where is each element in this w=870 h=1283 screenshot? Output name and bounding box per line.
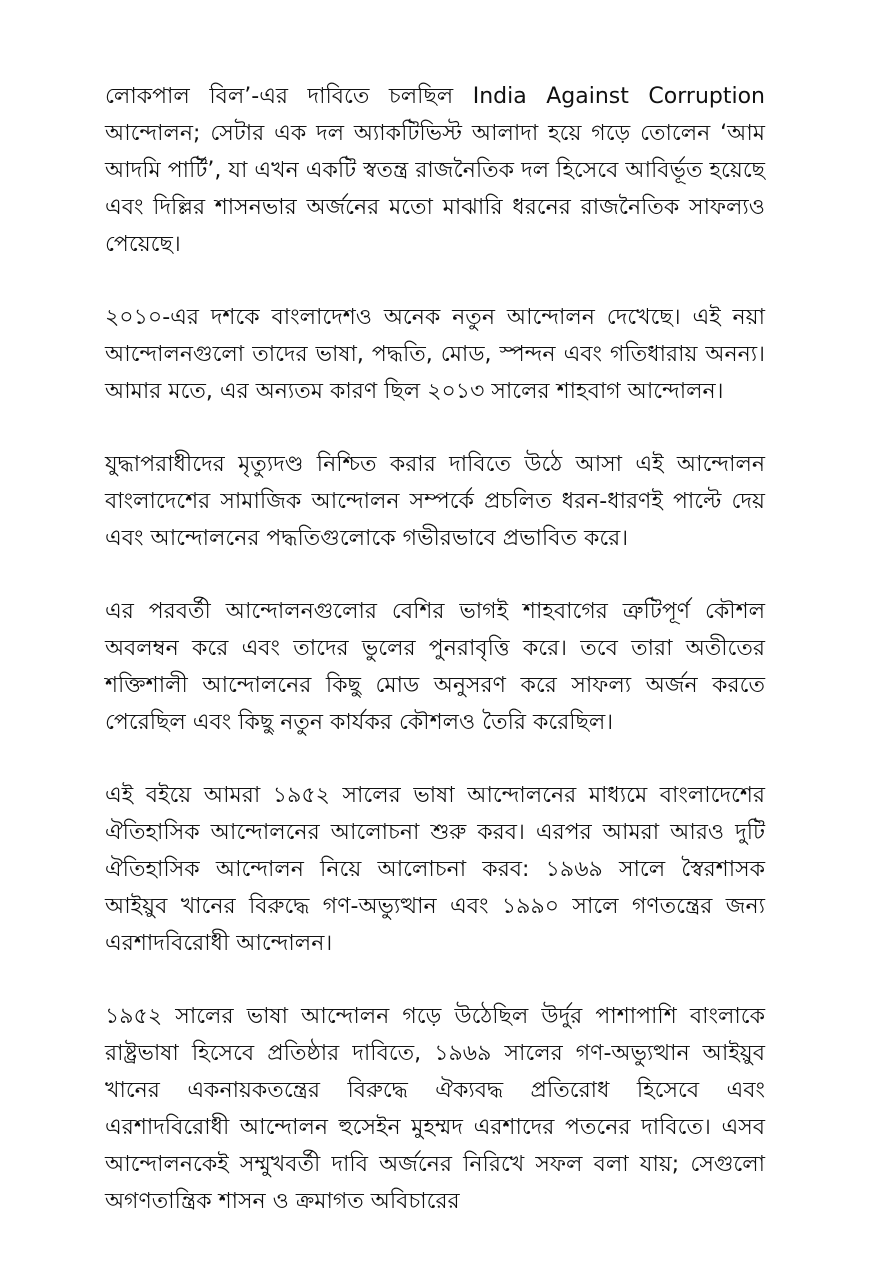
- paragraph-6: ১৯৫২ সালের ভাষা আন্দোলন গড়ে উঠেছিল উর্দুর পাশাপাশি বাংলাকে রাষ্ট্রভাষা হিসেবে প্রতিষ্ঠার দাবিতে, ১৯৬৯ সালের গণ-অভ্যুত্থান আইয়ুব খানের একনায়কতন্ত্রের বিরুদ্ধে ঐক্যবদ্ধ প্রতিরোধ হিসেবে এবং এরশাদবিরোধী আন্দোলন হুসেইন মুহম্মদ এরশাদের পতনের দাবিতে। এসব আন্দোলনকেই সম্মুখবর্তী দাবি অর্জনের নিরিখে সফল বলা যায়; সেগুলো অগণতান্ত্রিক শাসন ও ক্রমাগত অবিচারের: [105, 1004, 765, 1214]
- paragraph-4: এর পরবর্তী আন্দোলনগুলোর বেশির ভাগই শাহবাগের ত্রুটিপূর্ণ কৌশল অবলম্বন করে এবং তাদের ভুলের পুনরাবৃত্তি করে। তবে তারা অতীতের শক্তিশালী আন্দোলনের কিছু মোড অনুসরণ করে সাফল্য অর্জন করতে পেরেছিল এবং কিছু নতুন কার্যকর কৌশলও তৈরি করেছিল।: [105, 599, 765, 735]
- paragraph-5: এই বইয়ে আমরা ১৯৫২ সালের ভাষা আন্দোলনের মাধ্যমে বাংলাদেশের ঐতিহাসিক আন্দোলনের আলোচনা শুরু করব। এরপর আমরা আরও দুটি ঐতিহাসিক আন্দোলন নিয়ে আলোচনা করব: ১৯৬৯ সালে স্বৈরশাসক আইয়ুব খানের বিরুদ্ধে গণ-অভ্যুত্থান এবং ১৯৯০ সালে গণতন্ত্রের জন্য এরশাদবিরোধী আন্দোলন।: [105, 783, 765, 956]
- paragraph-1: লোকপাল বিল’-এর দাবিতে চলছিল India Against Corruption আন্দোলন; সেটার এক দল অ্যাকটিভিস্ট আলাদা হয়ে গড়ে তোলেন ‘আম আদমি পার্টি’, যা এখন একটি স্বতন্ত্র রাজনৈতিক দল হিসেবে আবির্ভূত হয়েছে এবং দিল্লির শাসনভার অর্জনের মতো মাঝারি ধরনের রাজনৈতিক সাফল্যও পেয়েছে।: [105, 84, 765, 257]
- paragraph-2: ২০১০-এর দশকে বাংলাদেশও অনেক নতুন আন্দোলন দেখেছে। এই নয়া আন্দোলনগুলো তাদের ভাষা, পদ্ধতি, মোড, স্পন্দন এবং গতিধারায় অনন্য। আমার মতে, এর অন্যতম কারণ ছিল ২০১৩ সালের শাহবাগ আন্দোলন।: [105, 305, 765, 404]
- paragraph-3: যুদ্ধাপরাধীদের মৃত্যুদণ্ড নিশ্চিত করার দাবিতে উঠে আসা এই আন্দোলন বাংলাদেশের সামাজিক আন্দোলন সম্পর্কে প্রচলিত ধরন-ধারণই পাল্টে দেয় এবং আন্দোলনের পদ্ধতিগুলোকে গভীরভাবে প্রভাবিত করে।: [105, 452, 765, 551]
- body-text: [105, 78, 765, 1220]
